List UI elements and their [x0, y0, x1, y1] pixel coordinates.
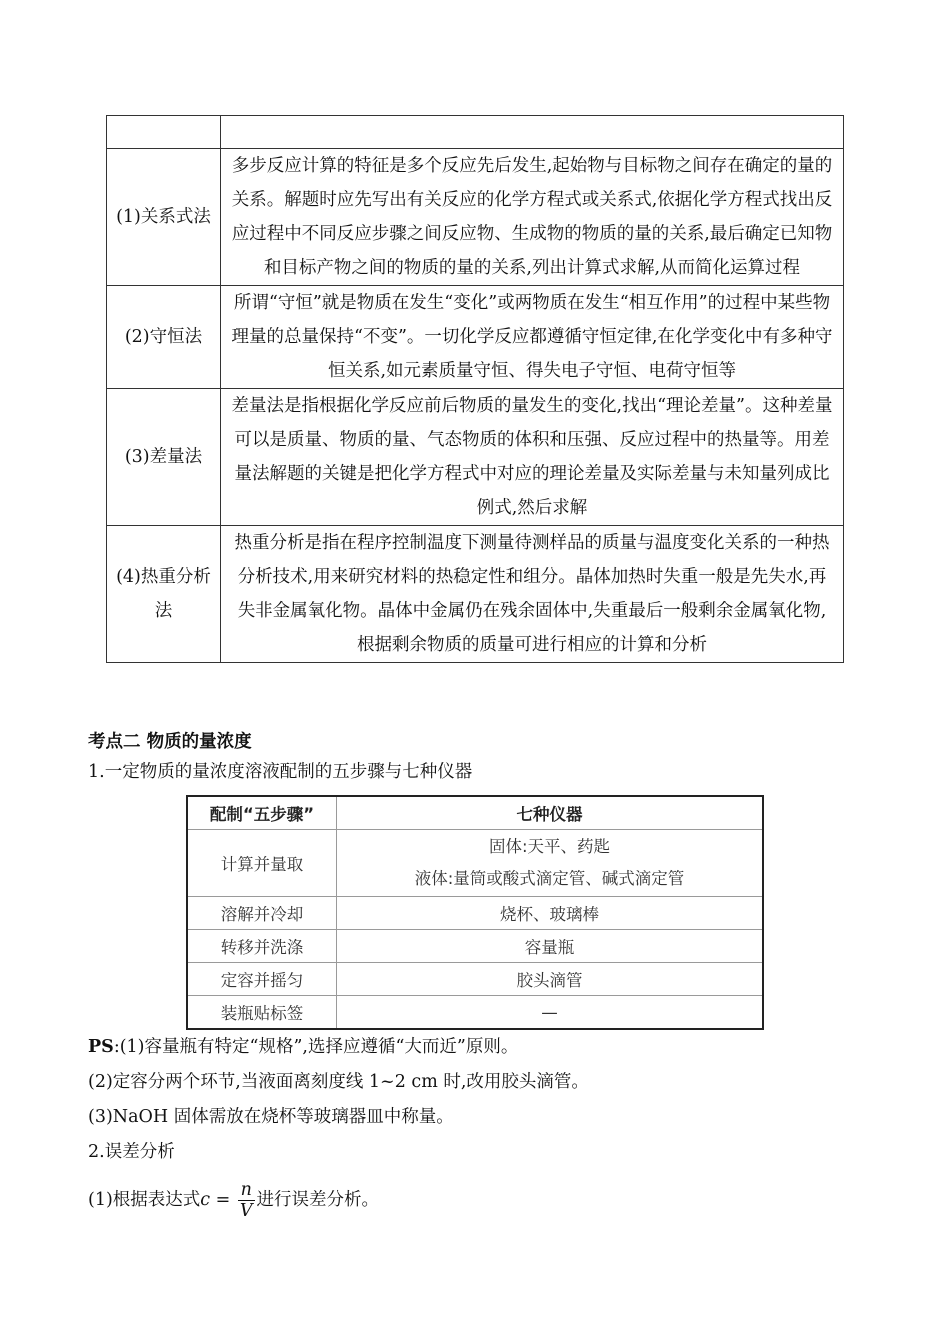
steps-row: [187, 963, 763, 996]
ps-line-3: (3)NaOH 固体需放在烧杯等玻璃器皿中称量。: [88, 1107, 454, 1127]
calculation-methods-table: [106, 115, 844, 663]
step-name: 装瓶贴标签: [187, 996, 337, 1030]
step-instruments: —: [337, 996, 764, 1030]
section-title: 考点二 物质的量浓度: [88, 732, 252, 752]
method-row: [107, 286, 844, 389]
method-description: 所谓“守恒”就是物质在发生“变化”或两物质在发生“相互作用”的过程中某些物理量的总量保持“不变”。一切化学反应都遵循守恒定律,在化学变化中有多种守恒关系,如元素质量守恒、得失电子守恒、电荷守恒等: [221, 286, 844, 389]
formula-line: [88, 1178, 379, 1222]
step-name: 转移并洗涤: [187, 930, 337, 963]
formula-fraction: [238, 1180, 255, 1221]
step-name: 溶解并冷却: [187, 897, 337, 930]
formula-prefix: (1)根据表达式: [88, 1190, 201, 1210]
preparation-steps-table: [186, 795, 764, 1030]
method-description: 多步反应计算的特征是多个反应先后发生,起始物与目标物之间存在确定的量的关系。解题时应先写出有关反应的化学方程式或关系式,依据化学方程式找出反应过程中不同反应步骤之间反应物、生成物的物质的量的关系,最后确定已知物和目标产物之间的物质的量的关系,列出计算式求解,从而简化运算过程: [221, 149, 844, 286]
method-name: (2)守恒法: [107, 286, 221, 389]
step-instruments: [337, 830, 764, 897]
method-description: 热重分析是指在程序控制温度下测量待测样品的质量与温度变化关系的一种热分析技术,用来研究材料的热稳定性和组分。晶体加热时失重一般是先失水,再失非金属氧化物。晶体中金属仍在残余固体中,失重最后一般剩余金属氧化物,根据剩余物质的质量可进行相应的计算和分析: [221, 526, 844, 663]
steps-row: [187, 996, 763, 1030]
method-name: (1)关系式法: [107, 149, 221, 286]
steps-header-row: [187, 796, 763, 830]
steps-row: [187, 930, 763, 963]
subtitle-preparation: 1.一定物质的量浓度溶液配制的五步骤与七种仪器: [88, 762, 473, 782]
steps-header-instruments: 七种仪器: [337, 796, 764, 830]
steps-header-step: 配制“五步骤”: [187, 796, 337, 830]
formula-eq: =: [210, 1190, 236, 1210]
instrument-line: 液体:量筒或酸式滴定管、碱式滴定管: [414, 869, 685, 888]
ps-line-2: (2)定容分两个环节,当液面离刻度线 1~2 cm 时,改用胶头滴管。: [88, 1072, 589, 1092]
methods-header-cell-2: [221, 116, 844, 149]
method-row: [107, 389, 844, 526]
method-name: (3)差量法: [107, 389, 221, 526]
step-instruments: 容量瓶: [337, 930, 764, 963]
ps-label: PS: [88, 1037, 114, 1057]
method-description: 差量法是指根据化学反应前后物质的量发生的变化,找出“理论差量”。这种差量可以是质量、物质的量、气态物质的体积和压强、反应过程中的热量等。用差量法解题的关键是把化学方程式中对应的理论差量及实际差量与未知量列成比例式,然后求解: [221, 389, 844, 526]
method-name: (4)热重分析法: [107, 526, 221, 663]
methods-header-cell-1: [107, 116, 221, 149]
ps-text-1: :(1)容量瓶有特定“规格”,选择应遵循“大而近”原则。: [113, 1037, 519, 1057]
formula-suffix: 进行误差分析。: [256, 1190, 380, 1210]
subtitle-error-analysis: 2.误差分析: [88, 1142, 175, 1162]
step-instruments: 烧杯、玻璃棒: [337, 897, 764, 930]
method-row: [107, 526, 844, 663]
methods-header-row: [107, 116, 844, 149]
steps-row: [187, 830, 763, 897]
formula-numerator: n: [238, 1180, 255, 1201]
formula-denominator: V: [239, 1201, 253, 1221]
steps-row: [187, 897, 763, 930]
method-row: [107, 149, 844, 286]
step-instruments: 胶头滴管: [337, 963, 764, 996]
step-name: 计算并量取: [187, 830, 337, 897]
formula-var: c: [200, 1190, 211, 1210]
ps-line-1: [88, 1035, 518, 1059]
instrument-line: 固体:天平、药匙: [488, 837, 611, 856]
step-name: 定容并摇匀: [187, 963, 337, 996]
